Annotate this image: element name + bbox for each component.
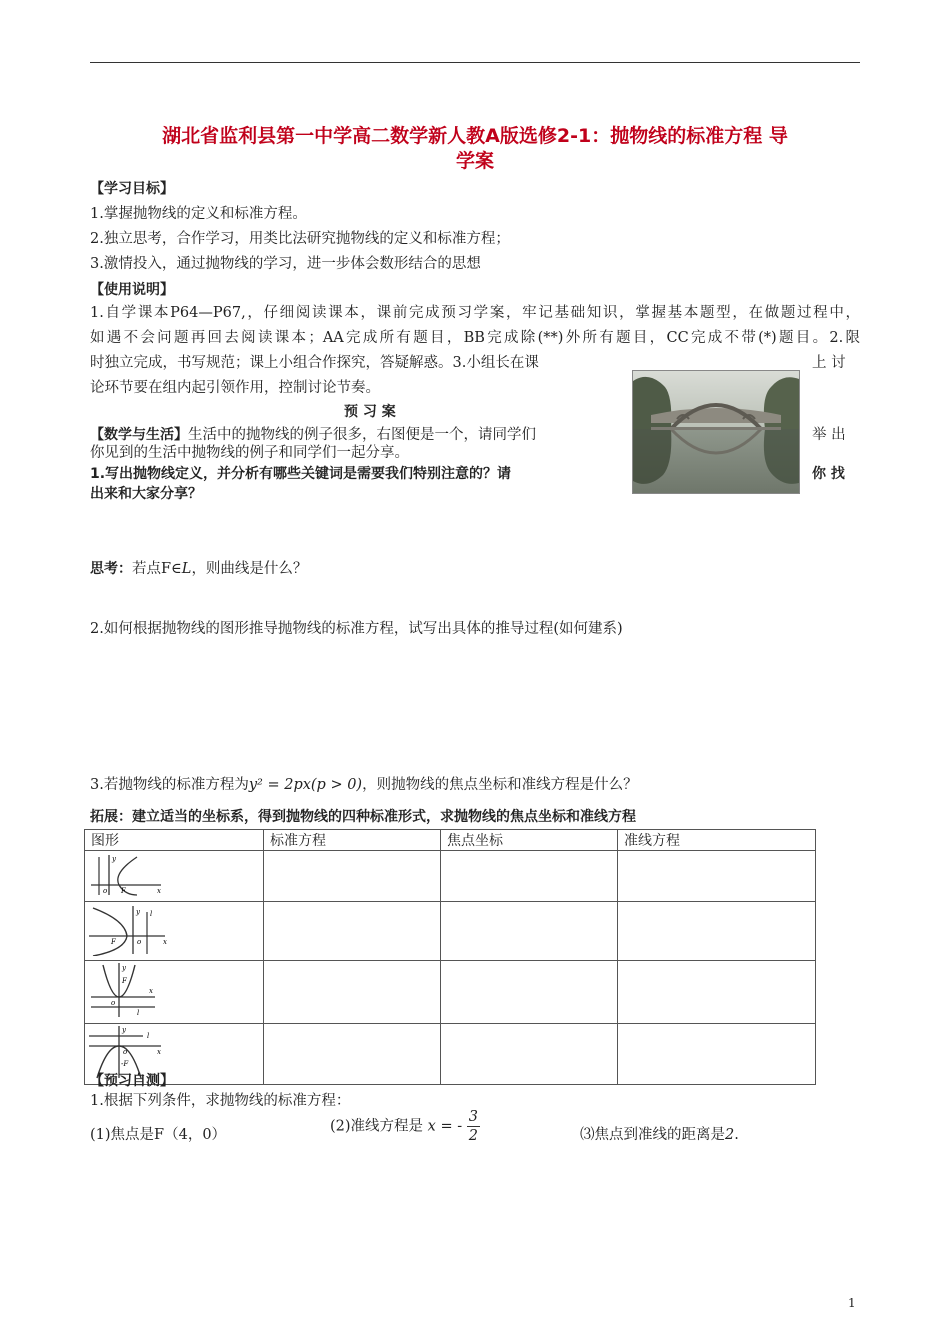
table-cell — [441, 851, 618, 902]
table-cell — [618, 851, 816, 902]
life-text-line2: 你见到的生活中抛物线的例子和同学们一起分享。 — [90, 445, 409, 461]
q3-formula: y² = 2px(p > 0) — [248, 777, 363, 793]
selftest-item-3 — [580, 1124, 739, 1146]
item2-fraction — [467, 1108, 480, 1145]
svg-text:o: o — [137, 938, 142, 946]
question-1-tail: 你 找 — [812, 466, 845, 482]
goal-item: 2.独立思考，合作学习，用类比法研究抛物线的定义和标准方程； — [90, 231, 510, 247]
usage-line-tail: 上 讨 — [812, 355, 846, 371]
table-cell — [264, 1024, 441, 1085]
question-1-line2: 出来和大家分享？ — [90, 486, 202, 502]
table-cell — [441, 902, 618, 961]
selftest-heading: 【预习自测】 — [90, 1073, 174, 1089]
svg-text:l: l — [147, 1032, 150, 1040]
table-cell — [264, 961, 441, 1024]
figure-cell — [85, 851, 264, 902]
table-cell — [618, 1024, 816, 1085]
table-row — [85, 1024, 816, 1085]
svg-text:-F: -F — [121, 1060, 129, 1068]
svg-text:x: x — [157, 1048, 161, 1056]
table-row — [85, 851, 816, 902]
think-tail: ，则曲线是什么？ — [191, 561, 308, 577]
fraction-numerator: 3 — [468, 1109, 478, 1125]
q3-post: ，则抛物线的焦点坐标和准线方程是什么？ — [362, 777, 638, 793]
svg-text:l: l — [150, 910, 153, 918]
goal-item: 1.掌握抛物线的定义和标准方程。 — [90, 206, 307, 222]
usage-heading: 【使用说明】 — [90, 282, 174, 298]
svg-text:F: F — [121, 887, 126, 895]
page-number: 1 — [848, 1296, 856, 1310]
table-cell — [618, 961, 816, 1024]
svg-text:o: o — [103, 887, 108, 895]
goals-heading: 【学习目标】 — [90, 181, 174, 197]
goal-item: 3.激情投入，通过抛物线的学习，进一步体会数形结合的思想 — [90, 256, 481, 272]
figure-cell — [85, 902, 264, 961]
table-row — [85, 902, 816, 961]
parabola-up-figure — [85, 961, 175, 1019]
item2-label: (2)准线方程是 — [330, 1118, 424, 1135]
header-rule — [90, 62, 860, 63]
svg-text:x: x — [149, 987, 153, 995]
parabola-table — [84, 829, 816, 1085]
think-label: 思考： — [90, 561, 132, 577]
parabola-left-figure — [85, 902, 175, 956]
selftest-item-2 — [330, 1108, 480, 1145]
table-cell — [618, 902, 816, 961]
table-header-row — [85, 830, 816, 851]
title-line-1: 湖北省监利县第一中学高二数学新人教A版选修2-1：抛物线的标准方程 导 — [162, 125, 788, 147]
svg-text:F: F — [111, 938, 116, 946]
think-line — [90, 558, 307, 580]
svg-text:y: y — [112, 855, 116, 863]
table-cell — [441, 1024, 618, 1085]
usage-line: 1.自学课本P64—P67,，仔细阅读课本，课前完成预习学案，牢记基础知识，掌握基本题型，在做题过程中， — [90, 305, 860, 321]
table-header: 图形 — [85, 830, 264, 851]
title-line-2: 学案 — [455, 150, 494, 172]
fraction-denominator: 2 — [468, 1128, 478, 1144]
selftest-intro: 1.根据下列条件，求抛物线的标准方程： — [90, 1093, 351, 1109]
selftest-item-1: (1)焦点是F（4，0） — [90, 1127, 227, 1143]
svg-text:F: F — [122, 977, 127, 985]
preview-heading: 预 习 案 — [344, 404, 396, 420]
item2-var: x = - — [427, 1118, 463, 1135]
table-header: 标准方程 — [264, 830, 441, 851]
svg-text:l: l — [137, 1009, 140, 1017]
item3-period: . — [734, 1127, 739, 1143]
life-label: 【数学与生活】 — [90, 427, 188, 443]
svg-text:x: x — [157, 887, 161, 895]
think-var: L — [181, 561, 192, 577]
table-row — [85, 961, 816, 1024]
svg-text:x: x — [163, 938, 167, 946]
life-text: 生活中的抛物线的例子很多，右图便是一个，请同学们 — [188, 427, 536, 443]
question-1: 1.写出抛物线定义，并分析有哪些关键词是需要我们特别注意的？请 — [90, 466, 512, 482]
usage-line: 如遇不会问题再回去阅读课本；AA完成所有题目，BB完成除(**)外所有题目，CC完成不带(*)题目。2.限 — [90, 330, 860, 346]
table-header: 焦点坐标 — [441, 830, 618, 851]
think-text: 若点F∈ — [132, 561, 182, 577]
question-3 — [90, 774, 860, 797]
svg-text:o: o — [111, 999, 116, 1007]
svg-text:y: y — [122, 964, 126, 972]
usage-line: 论环节要在组内起引领作用，控制讨论节奏。 — [90, 380, 380, 396]
svg-text:y: y — [122, 1026, 126, 1034]
item3-value: 2 — [725, 1127, 735, 1143]
item3-label: ⑶焦点到准线的距离是 — [580, 1127, 725, 1143]
question-2: 2.如何根据抛物线的图形推导抛物线的标准方程，试写出具体的推导过程(如何建系) — [90, 621, 623, 637]
figure-cell — [85, 961, 264, 1024]
bridge-photo — [632, 370, 800, 494]
usage-line: 时独立完成，书写规范；课上小组合作探究，答疑解惑。3.小组长在课 — [90, 355, 539, 371]
table-cell — [264, 851, 441, 902]
life-text-tail: 举 出 — [812, 427, 846, 443]
table-cell — [264, 902, 441, 961]
table-header: 准线方程 — [618, 830, 816, 851]
parabola-right-figure — [85, 851, 175, 897]
q3-pre: 3.若抛物线的标准方程为 — [90, 777, 249, 793]
extension-text: 拓展：建立适当的坐标系，得到抛物线的四种标准形式，求抛物线的焦点坐标和准线方程 — [90, 809, 636, 825]
document-title — [90, 124, 860, 174]
life-paragraph — [90, 425, 620, 445]
svg-text:o: o — [123, 1048, 128, 1056]
svg-text:y: y — [136, 908, 140, 916]
table-cell — [441, 961, 618, 1024]
